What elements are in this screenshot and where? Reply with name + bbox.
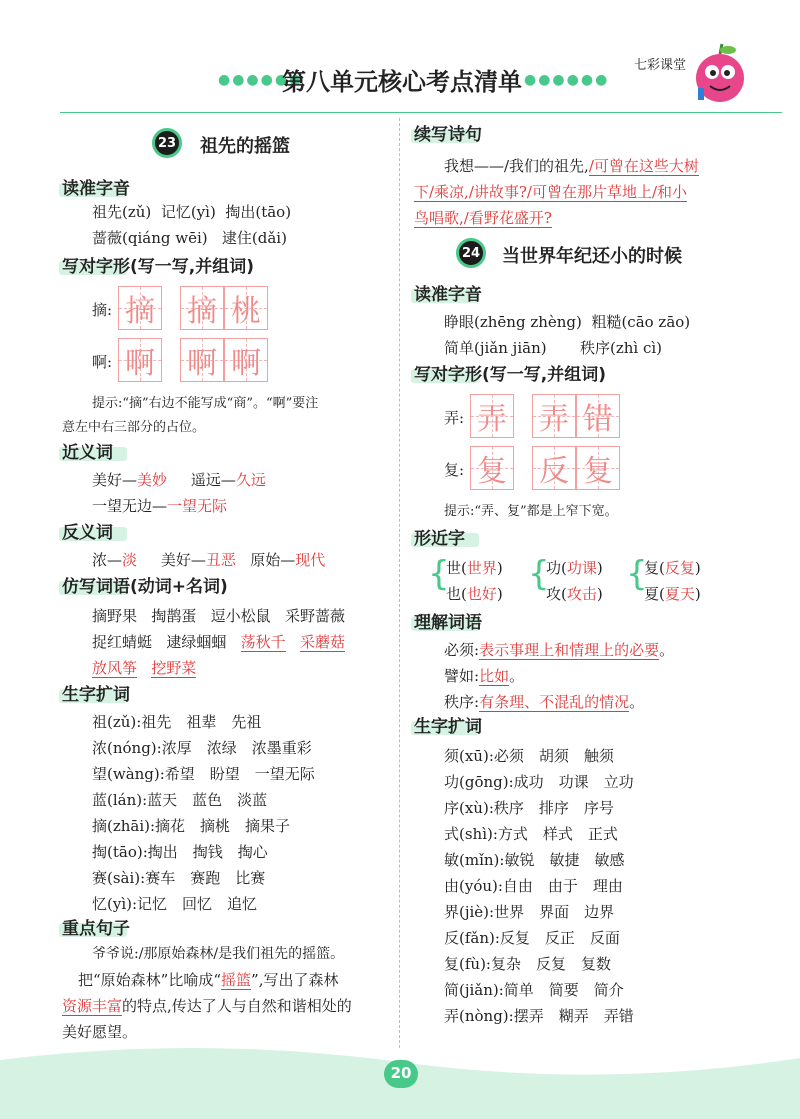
poem-line3: 鸟唱歌,/看野花盛开? — [414, 209, 552, 227]
l24-expand-row: 反(fǎn):反复 反正 反面 — [444, 929, 620, 947]
l23-key-sentence-1: 爷爷说:/那原始森林/是我们祖先的摇篮。 — [92, 946, 345, 962]
l24-expand-heading: 生字扩词 — [414, 717, 482, 737]
l24-expand-row: 由(yóu):自由 由于 理由 — [444, 877, 623, 895]
l23-synonym-row2: 一望无边—一望无际 — [92, 497, 228, 515]
l23-write-heading: 写对字形(写一写,并组词) — [62, 257, 254, 277]
poem-line2: 下/乘凉,/讲故事?/可曾在那片草地上/和小 — [414, 183, 688, 201]
l24-read-row1: 睁眼(zhēng zhèng) 粗糙(cāo zāo) — [444, 313, 691, 331]
similar-g3-a: 复(反复) — [644, 559, 701, 577]
lesson24-number-badge: 24 — [456, 238, 486, 268]
l23-imitate-heading: 仿写词语(动词+名词) — [62, 577, 228, 597]
l23-key-sentence-heading: 重点句子 — [62, 919, 130, 939]
l23-grid-3: 桃 — [224, 286, 268, 330]
l23-grid-6: 啊 — [224, 338, 268, 382]
l23-expand-row: 赛(sài):赛车 赛跑 比赛 — [92, 869, 266, 887]
l24-expand-row: 界(jiè):世界 界面 边界 — [444, 903, 615, 921]
similar-g2-a: 功(功课) — [546, 559, 603, 577]
l23-grid-4: 啊 — [118, 338, 162, 382]
l24-read-row2: 简单(jiǎn jiān) 秩序(zhì cì) — [444, 339, 663, 357]
lesson24-title: 当世界年纪还小的时候 — [502, 246, 682, 267]
l23-antonym-row: 浓—淡 美好—丑恶 原始—现代 — [92, 551, 326, 569]
l24-write-heading: 写对字形(写一写,并组词) — [414, 365, 606, 385]
l23-key-sentence-3: 资源丰富的特点,传达了人与自然和谐相处的 — [62, 997, 352, 1015]
l23-expand-row: 蓝(lán):蓝天 蓝色 淡蓝 — [92, 791, 268, 809]
l23-write-tip2: 意左中右三部分的占位。 — [62, 420, 206, 435]
l23-expand-row: 掏(tāo):掏出 掏钱 掏心 — [92, 843, 268, 861]
l24-expand-row: 简(jiǎn):简单 简要 简介 — [444, 981, 624, 999]
header-dots-right: ●●●●●● — [524, 72, 610, 88]
similar-g1-a: 世(世界) — [446, 559, 503, 577]
l23-expand-row: 望(wàng):希望 盼望 一望无际 — [92, 765, 315, 783]
brace-icon: { — [528, 554, 550, 594]
l24-expand-row: 须(xū):必须 胡须 触须 — [444, 747, 614, 765]
understand-row3: 秩序:有条理、不混乱的情况。 — [444, 693, 645, 711]
l23-synonym-row1: 美好—美妙 遥远—久远 — [92, 471, 266, 489]
l24-expand-row: 复(fù):复杂 反复 复数 — [444, 955, 611, 973]
l23-expand-row: 浓(nóng):浓厚 浓绿 浓墨重彩 — [92, 739, 312, 757]
l23-expand-row: 忆(yì):记忆 回忆 追忆 — [92, 895, 258, 913]
header-dots-left: ●●●●●● — [218, 72, 304, 88]
l23-imitate-row1: 摘野果 掏鹊蛋 逗小松鼠 采野蔷薇 — [92, 607, 345, 625]
l24-write-label2: 复: — [444, 461, 465, 479]
l24-read-heading: 读准字音 — [414, 285, 482, 305]
l24-grid-2: 弄 — [532, 394, 576, 438]
l23-key-sentence-4: 美好愿望。 — [62, 1023, 138, 1041]
l23-read-heading: 读准字音 — [62, 179, 130, 199]
l24-grid-1: 弄 — [470, 394, 514, 438]
lesson23-number-badge: 23 — [152, 128, 182, 158]
l24-write-label1: 弄: — [444, 409, 465, 427]
l23-grid-5: 啊 — [180, 338, 224, 382]
l24-grid-5: 反 — [532, 446, 576, 490]
poem-line1: 我想——/我们的祖先,/可曾在这些大树 — [444, 157, 699, 175]
l23-expand-row: 祖(zǔ):祖先 祖辈 先祖 — [92, 713, 262, 731]
l23-synonym-heading: 近义词 — [62, 443, 113, 463]
l23-grid-2: 摘 — [180, 286, 224, 330]
l23-write-tip1: 提示:“摘”右边不能写成“商”。“啊”要注 — [92, 396, 319, 411]
l23-read-row1: 祖先(zǔ) 记忆(yì) 掏出(tāo) — [92, 203, 292, 221]
l24-understand-heading: 理解词语 — [414, 613, 482, 633]
understand-row1: 必须:表示事理上和情理上的必要。 — [444, 641, 675, 659]
lesson23-title: 祖先的摇篮 — [200, 136, 290, 157]
l23-write-label2: 啊: — [92, 353, 113, 371]
mascot-icon — [688, 42, 750, 106]
l23-grid-1: 摘 — [118, 286, 162, 330]
similar-g2-b: 攻(攻击) — [546, 585, 603, 603]
brace-icon: { — [626, 554, 648, 594]
brace-icon: { — [428, 554, 450, 594]
l23-imitate-row3: 放风筝 挖野菜 — [92, 659, 197, 677]
l23-antonym-heading: 反义词 — [62, 523, 113, 543]
l24-write-tip: 提示:“弄、复”都是上窄下宽。 — [444, 504, 618, 519]
understand-row2: 譬如:比如。 — [444, 667, 525, 685]
l24-grid-6: 复 — [576, 446, 620, 490]
l23-read-row2: 蔷薇(qiáng wēi) 逮住(dǎi) — [92, 229, 287, 247]
l23-imitate-row2: 捉红蜻蜓 逮绿蝈蝈 荡秋千 采蘑菇 — [92, 633, 345, 651]
l24-expand-row: 式(shì):方式 样式 正式 — [444, 825, 618, 843]
page-title: 第八单元核心考点清单 — [282, 68, 522, 96]
l23-expand-row: 摘(zhāi):摘花 摘桃 摘果子 — [92, 817, 291, 835]
page-number: 20 — [390, 1064, 412, 1082]
l24-similar-heading: 形近字 — [414, 529, 465, 549]
similar-g3-b: 夏(夏天) — [644, 585, 701, 603]
poem-heading: 续写诗句 — [414, 125, 482, 145]
l23-write-label1: 摘: — [92, 301, 113, 319]
l24-expand-row: 敏(mǐn):敏锐 敏捷 敏感 — [444, 851, 625, 869]
brand-label: 七彩课堂 — [634, 58, 687, 73]
l24-expand-row: 功(gōng):成功 功课 立功 — [444, 773, 634, 791]
similar-g1-b: 也(也好) — [446, 585, 503, 603]
l24-grid-3: 错 — [576, 394, 620, 438]
l24-expand-row: 序(xù):秩序 排序 序号 — [444, 799, 614, 817]
header-divider — [60, 112, 782, 113]
l24-expand-row: 弄(nòng):摆弄 糊弄 弄错 — [444, 1007, 634, 1025]
l23-expand-heading: 生字扩词 — [62, 685, 130, 705]
l23-key-sentence-2: 把“原始森林”比喻成“摇篮”,写出了森林 — [78, 971, 339, 989]
l24-grid-4: 复 — [470, 446, 514, 490]
column-divider — [399, 118, 400, 1048]
